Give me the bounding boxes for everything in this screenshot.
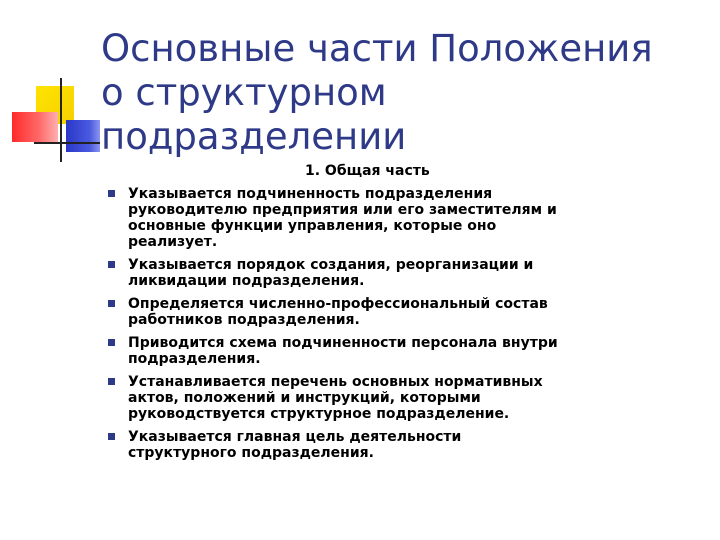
bullet-text [128,374,698,422]
bullet-text [128,429,698,461]
slide-title [101,27,711,159]
bullet-text-line: работников подразделения. [128,312,360,328]
bullet-text-line: ликвидации подразделения. [128,273,365,289]
bullet-text-line: Указывается подчиненность подразделения [128,186,493,202]
bullet-text-line: Указывается главная цель деятельности [128,429,462,445]
vertical-line-decoration [60,78,62,162]
section-subtitle: 1. Общая часть [305,163,430,179]
bullet-item [108,257,698,289]
bullet-text-line: Определяется численно-профессиональный состав [128,296,548,312]
title-line: подразделении [101,115,407,158]
square-bullet-icon [108,261,115,268]
bullet-text-line: актов, положений и инструкций, которыми [128,390,481,406]
red-square-decoration [12,112,58,142]
horizontal-line-decoration [34,142,100,144]
bullet-text-line: реализует. [128,234,218,250]
bullet-text-line: Приводится схема подчиненности персонала внутри [128,335,558,351]
square-bullet-icon [108,433,115,440]
bullet-text-line: подразделения. [128,351,261,367]
bullet-text-line: структурного подразделения. [128,445,374,461]
square-bullet-icon [108,300,115,307]
blue-square-decoration [66,120,100,152]
bullet-item [108,335,698,367]
bullet-text-line: Устанавливается перечень основных нормативных [128,374,543,390]
title-line: о структурном [101,71,387,114]
bullet-text [128,186,698,250]
bullet-text-line: руководителю предприятия или его заместителям и [128,202,557,218]
bullet-text-line: основные функции управления, которые оно [128,218,497,234]
square-bullet-icon [108,190,115,197]
bullet-list [108,186,698,468]
square-bullet-icon [108,339,115,346]
bullet-item [108,429,698,461]
bullet-item [108,374,698,422]
bullet-text [128,296,698,328]
bullet-text [128,335,698,367]
bullet-text [128,257,698,289]
bullet-text-line: Указывается порядок создания, реорганизации и [128,257,534,273]
title-line: Основные части Положения [101,27,653,70]
bullet-item [108,186,698,250]
square-bullet-icon [108,378,115,385]
bullet-text-line: руководствуется структурное подразделение. [128,406,510,422]
bullet-item [108,296,698,328]
